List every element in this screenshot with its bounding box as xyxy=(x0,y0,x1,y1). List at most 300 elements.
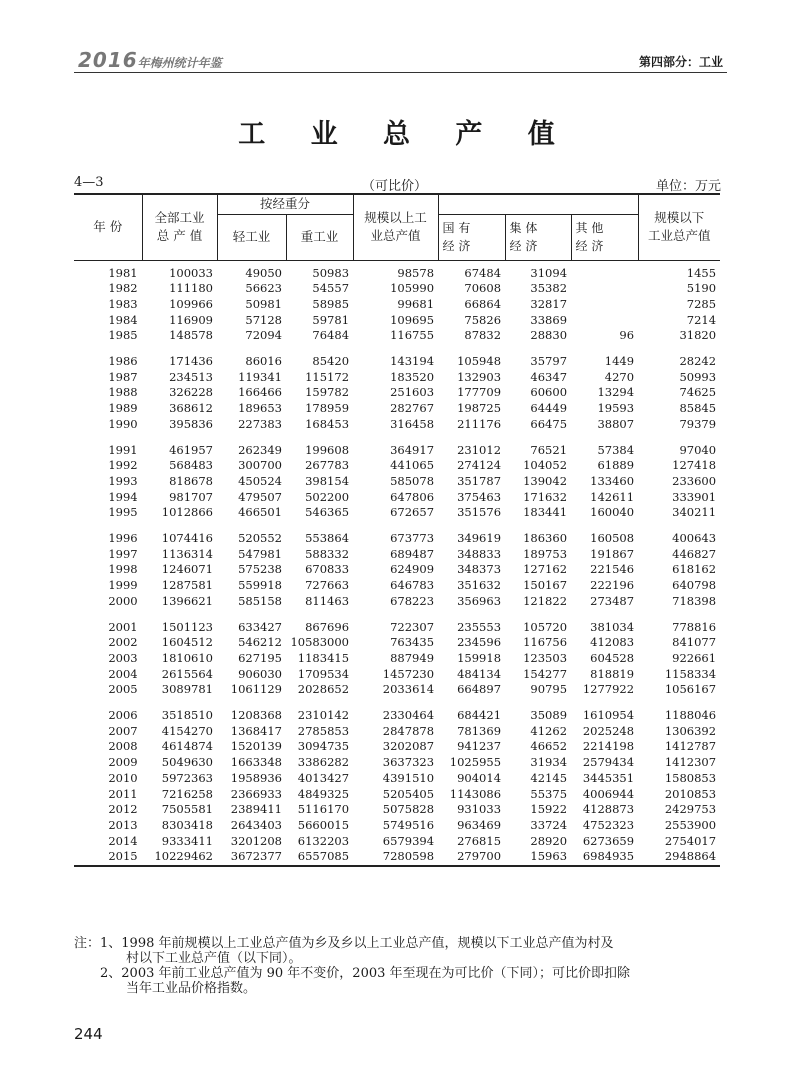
table-row xyxy=(74,281,720,297)
table-row xyxy=(74,849,720,866)
value-cell: 115172 xyxy=(305,369,350,384)
value-cell: 1449 xyxy=(604,354,635,369)
value-cell: 1074416 xyxy=(161,531,213,546)
col-by-weight: 按经重分 xyxy=(217,194,353,214)
table-row xyxy=(74,260,720,281)
value-cell: 90795 xyxy=(530,682,568,697)
value-cell: 381034 xyxy=(590,619,635,634)
table-row xyxy=(74,708,720,724)
value-cell: 781369 xyxy=(457,723,502,738)
col-light: 轻工业 xyxy=(217,214,286,260)
value-cell: 231012 xyxy=(457,442,502,457)
value-cell: 400643 xyxy=(672,531,717,546)
value-cell: 4154270 xyxy=(161,723,213,738)
value-cell: 2785853 xyxy=(297,723,350,738)
year-cell: 1999 xyxy=(108,578,138,593)
yearbook-year: 2016 xyxy=(78,48,138,72)
value-cell: 9333411 xyxy=(161,833,213,848)
value-cell: 618162 xyxy=(672,562,717,577)
value-cell: 1412307 xyxy=(664,755,717,770)
price-note: （可比价） xyxy=(362,179,428,194)
value-cell: 375463 xyxy=(457,489,502,504)
value-cell: 109695 xyxy=(390,312,435,327)
value-cell: 689487 xyxy=(390,546,435,561)
year-cell: 2005 xyxy=(108,682,138,697)
value-cell: 364917 xyxy=(390,442,435,457)
value-cell: 981707 xyxy=(169,489,213,504)
table-row xyxy=(74,787,720,803)
value-cell: 61889 xyxy=(597,458,635,473)
value-cell: 127162 xyxy=(523,562,568,577)
value-cell: 13294 xyxy=(597,385,635,400)
value-cell: 1061129 xyxy=(230,682,282,697)
table-row xyxy=(74,682,720,698)
value-cell: 722307 xyxy=(390,619,435,634)
table-row xyxy=(74,802,720,818)
value-cell: 633427 xyxy=(238,619,282,634)
table-row xyxy=(74,562,720,578)
value-cell: 54557 xyxy=(312,281,350,296)
value-cell: 66864 xyxy=(464,296,502,311)
year-cell: 2014 xyxy=(108,833,138,848)
table-number: 4—3 xyxy=(74,175,104,190)
table-row xyxy=(74,443,720,459)
value-cell: 46652 xyxy=(530,739,568,754)
value-cell: 368612 xyxy=(169,401,213,416)
value-cell: 28920 xyxy=(530,833,568,848)
value-cell: 7285 xyxy=(686,296,717,311)
value-cell: 55375 xyxy=(530,786,568,801)
value-cell: 59781 xyxy=(312,312,350,327)
value-cell: 351787 xyxy=(457,473,502,488)
value-cell: 60600 xyxy=(530,385,568,400)
table-row xyxy=(74,739,720,755)
value-cell: 2847878 xyxy=(382,723,435,738)
value-cell: 5190 xyxy=(686,281,717,296)
page-number: 244 xyxy=(74,1025,103,1043)
value-cell: 31934 xyxy=(530,755,568,770)
table-row xyxy=(74,474,720,490)
value-cell: 15922 xyxy=(530,802,568,817)
value-cell: 441065 xyxy=(390,458,435,473)
value-cell: 109966 xyxy=(169,296,213,311)
year-cell: 2000 xyxy=(108,593,138,608)
group-spacer xyxy=(74,610,720,620)
value-cell: 85420 xyxy=(312,354,350,369)
section-label: 第四部分：工业 xyxy=(638,55,723,69)
value-cell: 177709 xyxy=(457,385,502,400)
value-cell: 1188046 xyxy=(664,708,717,723)
value-cell: 887949 xyxy=(390,650,435,665)
year-cell: 2013 xyxy=(108,818,138,832)
table-row xyxy=(74,834,720,850)
value-cell: 10583000 xyxy=(290,635,350,650)
year-cell: 1981 xyxy=(108,265,138,280)
value-cell: 57384 xyxy=(597,442,635,457)
value-cell: 32817 xyxy=(530,296,568,311)
value-cell xyxy=(571,281,638,297)
value-cell: 867696 xyxy=(305,619,350,634)
value-cell: 31094 xyxy=(530,265,568,280)
table-row xyxy=(74,458,720,474)
value-cell: 398154 xyxy=(305,473,350,488)
value-cell: 41262 xyxy=(530,723,568,738)
col-below-scale: 规模以下 工业总产值 xyxy=(638,194,720,260)
value-cell: 2643403 xyxy=(230,818,282,832)
value-cell: 33869 xyxy=(530,312,568,327)
value-cell: 67484 xyxy=(464,265,502,280)
value-cell: 585158 xyxy=(238,593,282,608)
value-cell: 1208368 xyxy=(230,708,282,723)
value-cell: 3386282 xyxy=(297,755,350,770)
value-cell: 279700 xyxy=(438,849,505,866)
value-cell: 1412787 xyxy=(664,739,717,754)
value-cell: 189653 xyxy=(238,401,282,416)
value-cell: 1143086 xyxy=(449,786,502,801)
value-cell: 4006944 xyxy=(582,786,635,801)
table-row xyxy=(74,724,720,740)
value-cell: 2214198 xyxy=(582,739,635,754)
value-cell: 1958936 xyxy=(230,770,282,785)
value-cell: 97040 xyxy=(679,442,717,457)
value-cell: 351576 xyxy=(457,505,502,520)
value-cell: 5972363 xyxy=(161,770,213,785)
value-cell: 98578 xyxy=(397,265,435,280)
col-total: 全部工业 总 产 值 xyxy=(142,194,217,260)
value-cell: 1520139 xyxy=(230,739,282,754)
value-cell: 171436 xyxy=(169,354,213,369)
value-cell: 340211 xyxy=(672,505,717,520)
value-cell: 99681 xyxy=(397,296,435,311)
value-cell: 546212 xyxy=(238,635,282,650)
value-cell: 186360 xyxy=(523,531,568,546)
value-cell: 811463 xyxy=(305,593,350,608)
value-cell: 479507 xyxy=(238,489,282,504)
note-1: 注：1、1998 年前规模以上工业总产值为乡及乡以上工业总产值，规模以下工业总产值为村及 xyxy=(74,936,614,951)
value-cell: 922661 xyxy=(672,650,717,665)
table-row xyxy=(74,385,720,401)
value-cell: 963469 xyxy=(457,818,502,832)
value-cell: 267783 xyxy=(305,458,350,473)
value-cell: 1246071 xyxy=(161,562,213,577)
value-cell: 627195 xyxy=(238,650,282,665)
value-cell: 461957 xyxy=(169,442,213,457)
value-cell: 189753 xyxy=(523,546,568,561)
value-cell: 3094735 xyxy=(297,739,350,754)
table-row xyxy=(74,490,720,506)
table-row xyxy=(74,594,720,610)
value-cell: 127418 xyxy=(672,458,717,473)
value-cell: 1158334 xyxy=(664,666,717,681)
table-row xyxy=(74,370,720,386)
table-row xyxy=(74,578,720,594)
spacer-cell xyxy=(74,344,720,354)
table-row xyxy=(74,667,720,683)
value-cell: 28242 xyxy=(679,354,717,369)
value-cell: 15963 xyxy=(505,849,571,866)
value-cell: 546365 xyxy=(305,505,350,520)
value-cell: 4614874 xyxy=(161,739,213,754)
value-cell: 672657 xyxy=(390,505,435,520)
spacer-cell xyxy=(74,433,720,443)
value-cell: 604528 xyxy=(590,650,635,665)
value-cell: 33724 xyxy=(530,818,568,832)
value-cell: 274124 xyxy=(457,458,502,473)
year-cell: 1987 xyxy=(108,369,138,384)
value-cell: 640798 xyxy=(672,578,717,593)
group-spacer xyxy=(74,521,720,531)
value-cell: 198725 xyxy=(457,401,502,416)
value-cell: 116755 xyxy=(390,328,435,343)
table-row xyxy=(74,818,720,834)
year-cell: 2007 xyxy=(108,723,138,738)
value-cell: 624909 xyxy=(390,562,435,577)
yearbook-name: 年梅州统计年鉴 xyxy=(137,56,222,70)
value-cell: 4849325 xyxy=(297,786,350,801)
value-cell: 300700 xyxy=(238,458,282,473)
value-cell: 4391510 xyxy=(382,770,435,785)
year-cell: 1992 xyxy=(108,458,138,473)
value-cell: 2429753 xyxy=(664,802,717,817)
value-cell: 49050 xyxy=(245,265,282,280)
year-cell: 2006 xyxy=(108,708,138,723)
value-cell: 221546 xyxy=(590,562,635,577)
value-cell: 333901 xyxy=(672,489,717,504)
value-cell: 235553 xyxy=(457,619,502,634)
year-cell: 1984 xyxy=(108,312,138,327)
table-row xyxy=(74,328,720,344)
value-cell: 66475 xyxy=(530,416,568,431)
value-cell: 502200 xyxy=(305,489,350,504)
value-cell xyxy=(571,260,638,281)
table-row xyxy=(74,651,720,667)
note-2-cont: 当年工业品价格指数。 xyxy=(126,981,257,996)
footnotes xyxy=(74,936,724,996)
value-cell: 234596 xyxy=(457,635,502,650)
value-cell xyxy=(571,297,638,313)
value-cell: 76484 xyxy=(312,328,350,343)
table-row xyxy=(74,354,720,370)
value-cell: 70608 xyxy=(464,281,502,296)
value-cell: 178959 xyxy=(305,401,350,416)
year-cell: 1995 xyxy=(108,505,138,520)
value-cell: 183520 xyxy=(390,369,435,384)
value-cell: 111180 xyxy=(169,281,213,296)
value-cell: 273487 xyxy=(590,593,635,608)
year-cell: 2011 xyxy=(108,786,138,801)
value-cell: 348373 xyxy=(457,562,502,577)
value-cell: 139042 xyxy=(523,473,568,488)
value-cell: 1396621 xyxy=(161,593,213,608)
value-cell: 1610954 xyxy=(582,708,635,723)
value-cell: 684421 xyxy=(457,708,502,723)
value-cell: 5049630 xyxy=(161,755,213,770)
value-cell xyxy=(571,313,638,329)
value-cell: 5205405 xyxy=(382,786,435,801)
value-cell: 142611 xyxy=(590,489,635,504)
value-cell: 6579394 xyxy=(382,833,435,848)
value-cell: 46347 xyxy=(530,369,568,384)
value-cell: 86016 xyxy=(245,354,282,369)
value-cell: 87832 xyxy=(464,328,502,343)
value-cell: 2754017 xyxy=(664,833,717,848)
value-cell: 19593 xyxy=(597,401,635,416)
value-cell: 282767 xyxy=(390,401,435,416)
year-cell: 2004 xyxy=(108,666,138,681)
table-row xyxy=(74,505,720,521)
value-cell: 670833 xyxy=(305,562,350,577)
value-cell: 8303418 xyxy=(161,818,213,832)
table-row xyxy=(74,635,720,651)
table-row xyxy=(74,547,720,563)
value-cell: 64449 xyxy=(530,401,568,416)
year-cell: 1991 xyxy=(108,442,138,457)
value-cell: 2330464 xyxy=(382,708,435,723)
value-cell: 1663348 xyxy=(230,755,282,770)
value-cell: 568483 xyxy=(169,458,213,473)
value-cell: 262349 xyxy=(238,442,282,457)
value-cell: 4128873 xyxy=(582,802,635,817)
value-cell: 1183415 xyxy=(297,650,350,665)
value-cell: 6984935 xyxy=(571,849,638,866)
value-cell: 559918 xyxy=(238,578,282,593)
value-cell: 356963 xyxy=(457,593,502,608)
year-cell: 1997 xyxy=(108,546,138,561)
value-cell: 1306392 xyxy=(664,723,717,738)
value-cell: 1277922 xyxy=(582,682,635,697)
value-cell: 718398 xyxy=(672,593,717,608)
value-cell: 28830 xyxy=(530,328,568,343)
value-cell: 818678 xyxy=(169,473,213,488)
value-cell: 104052 xyxy=(523,458,568,473)
value-cell: 222196 xyxy=(590,578,635,593)
value-cell: 5075828 xyxy=(382,802,435,817)
value-cell: 1457230 xyxy=(382,666,435,681)
value-cell: 906030 xyxy=(238,666,282,681)
value-cell: 38807 xyxy=(597,416,635,431)
table-row xyxy=(74,313,720,329)
value-cell: 35089 xyxy=(530,708,568,723)
value-cell: 547981 xyxy=(238,546,282,561)
value-cell: 664897 xyxy=(457,682,502,697)
value-cell: 7214 xyxy=(686,312,717,327)
value-cell: 2310142 xyxy=(297,708,350,723)
value-cell: 931033 xyxy=(457,802,502,817)
table-row xyxy=(74,401,720,417)
value-cell: 2389411 xyxy=(230,802,282,817)
value-cell: 2615564 xyxy=(161,666,213,681)
year-cell: 2012 xyxy=(108,802,138,817)
value-cell: 166466 xyxy=(238,385,282,400)
value-cell: 74625 xyxy=(679,385,717,400)
spacer-cell xyxy=(74,610,720,620)
col-ownership-blank xyxy=(438,194,638,214)
value-cell: 673773 xyxy=(390,531,435,546)
value-cell: 412083 xyxy=(590,635,635,650)
col-collective: 集 体 经 济 xyxy=(505,214,571,260)
year-cell: 1986 xyxy=(108,354,138,369)
value-cell: 133460 xyxy=(590,473,635,488)
value-cell: 116909 xyxy=(169,312,213,327)
value-cell: 5749516 xyxy=(382,818,435,832)
group-spacer xyxy=(74,433,720,443)
value-cell: 160040 xyxy=(590,505,635,520)
value-cell: 553864 xyxy=(305,531,350,546)
value-cell: 2366933 xyxy=(230,786,282,801)
value-cell: 1287581 xyxy=(161,578,213,593)
year-cell: 2009 xyxy=(108,755,138,770)
year-cell: 2015 xyxy=(74,849,142,866)
value-cell: 7280598 xyxy=(353,849,438,866)
output-value-table xyxy=(74,193,720,867)
value-cell: 121822 xyxy=(523,593,568,608)
value-cell: 6557085 xyxy=(286,849,353,866)
value-cell: 35382 xyxy=(530,281,568,296)
value-cell: 171632 xyxy=(523,489,568,504)
value-cell: 85845 xyxy=(679,401,717,416)
value-cell: 4013427 xyxy=(297,770,350,785)
value-cell: 2579434 xyxy=(582,755,635,770)
year-cell: 1993 xyxy=(108,473,138,488)
value-cell: 446827 xyxy=(672,546,717,561)
value-cell: 3202087 xyxy=(382,739,435,754)
value-cell: 2553900 xyxy=(664,818,717,832)
value-cell: 588332 xyxy=(305,546,350,561)
value-cell: 5660015 xyxy=(297,818,350,832)
note-1-cont: 村以下工业总产值（以下同）。 xyxy=(126,951,302,966)
value-cell: 646783 xyxy=(390,578,435,593)
value-cell: 818819 xyxy=(590,666,635,681)
value-cell: 3518510 xyxy=(161,708,213,723)
value-cell: 1580853 xyxy=(664,770,717,785)
year-cell: 2008 xyxy=(108,739,138,754)
value-cell: 57128 xyxy=(245,312,282,327)
value-cell: 7505581 xyxy=(161,802,213,817)
col-heavy: 重工业 xyxy=(286,214,353,260)
value-cell: 227383 xyxy=(238,416,282,431)
spacer-cell xyxy=(74,521,720,531)
value-cell: 841077 xyxy=(672,635,717,650)
value-cell: 904014 xyxy=(457,770,502,785)
year-cell: 2002 xyxy=(108,635,138,650)
value-cell: 1368417 xyxy=(230,723,282,738)
value-cell: 450524 xyxy=(238,473,282,488)
value-cell: 119341 xyxy=(238,369,282,384)
value-cell: 31820 xyxy=(679,328,717,343)
year-cell: 1994 xyxy=(108,489,138,504)
value-cell: 3672377 xyxy=(217,849,286,866)
value-cell: 42145 xyxy=(530,770,568,785)
value-cell: 2028652 xyxy=(297,682,350,697)
value-cell: 276815 xyxy=(457,833,502,848)
value-cell: 3637323 xyxy=(382,755,435,770)
value-cell: 183441 xyxy=(523,505,568,520)
value-cell: 105948 xyxy=(457,354,502,369)
value-cell: 520552 xyxy=(238,531,282,546)
value-cell: 56623 xyxy=(245,281,282,296)
group-spacer xyxy=(74,344,720,354)
value-cell: 233600 xyxy=(672,473,717,488)
value-cell: 50983 xyxy=(312,265,350,280)
group-spacer xyxy=(74,698,720,708)
value-cell: 1810610 xyxy=(161,650,213,665)
value-cell: 484134 xyxy=(457,666,502,681)
year-cell: 2003 xyxy=(108,650,138,665)
value-cell: 160508 xyxy=(590,531,635,546)
value-cell: 159782 xyxy=(305,385,350,400)
year-cell: 1983 xyxy=(108,296,138,311)
table-row xyxy=(74,771,720,787)
